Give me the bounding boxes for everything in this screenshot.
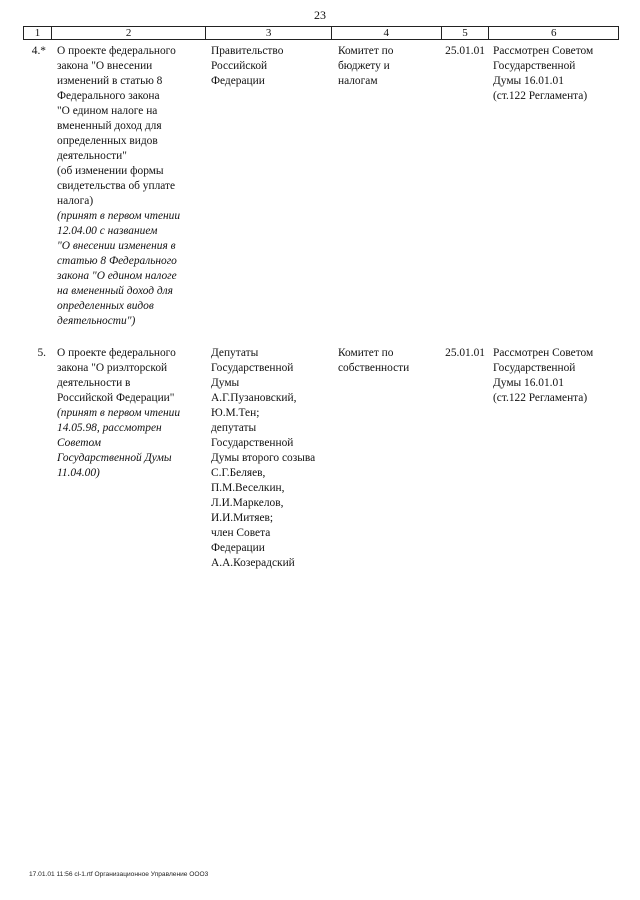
document-footer: 17.01.01 11:56 cl-1.rtf Организационное Управление ООО3 xyxy=(29,871,209,878)
text-line: статью 8 Федерального xyxy=(57,255,177,267)
text-line: закона "О внесении xyxy=(57,60,153,72)
text-line: (ст.122 Регламента) xyxy=(493,392,588,404)
text-line: свидетельства об уплате xyxy=(57,180,176,192)
text-line: Государственной xyxy=(211,362,294,374)
council-status xyxy=(489,44,619,329)
text-line: Комитет по xyxy=(338,347,394,359)
text-line: (принят в первом чтении xyxy=(57,210,181,222)
row-number: 4.* xyxy=(31,45,46,57)
text-line: Советом xyxy=(57,437,101,449)
bill-author xyxy=(205,346,331,571)
text-line: Правительство xyxy=(211,45,284,57)
header-col-3: 3 xyxy=(205,27,331,39)
text-line: С.Г.Беляев, xyxy=(211,467,266,479)
text-line: Рассмотрен Советом xyxy=(493,347,594,359)
text-line: закона "О риэлторской xyxy=(57,362,168,374)
text-line: О проекте федерального xyxy=(57,45,176,57)
text-line: депутаты xyxy=(211,422,257,434)
text-line: Российской Федерации" xyxy=(57,392,175,404)
text-line: Думы 16.01.01 xyxy=(493,377,564,389)
scheduled-date: 25.01.01 xyxy=(445,45,485,57)
reading-note xyxy=(57,406,205,481)
responsible-committee xyxy=(331,44,441,329)
text-line: деятельности") xyxy=(57,315,136,327)
text-line: налогам xyxy=(338,75,378,87)
text-line: определенных видов xyxy=(57,300,154,312)
text-line: налога) xyxy=(57,195,94,207)
header-col-6: 6 xyxy=(488,27,618,39)
text-line: (об изменении формы xyxy=(57,165,164,177)
council-status xyxy=(489,346,619,571)
text-line: Российской xyxy=(211,60,268,72)
title-lines xyxy=(57,44,205,209)
text-line: вмененный доход для xyxy=(57,120,162,132)
text-line: 12.04.00 с названием xyxy=(57,225,158,237)
text-line: (принят в первом чтении xyxy=(57,407,181,419)
text-line: "О внесении изменения в xyxy=(57,240,176,252)
text-line: О проекте федерального xyxy=(57,347,176,359)
text-line: член Совета xyxy=(211,527,271,539)
row-number: 5. xyxy=(37,347,46,359)
text-line: 14.05.98, рассмотрен xyxy=(57,422,162,434)
text-line: Государственной xyxy=(493,60,576,72)
header-col-5: 5 xyxy=(441,27,489,39)
text-line: деятельности" xyxy=(57,150,127,162)
text-line: Федерации xyxy=(211,542,265,554)
responsible-committee xyxy=(331,346,441,571)
table-row xyxy=(23,346,619,571)
text-line: А.А.Козерадский xyxy=(211,557,295,569)
text-line: Государственной Думы xyxy=(57,452,172,464)
text-line: А.Г.Пузановский, xyxy=(211,392,297,404)
text-line: Думы 16.01.01 xyxy=(493,75,564,87)
text-line: Думы xyxy=(211,377,240,389)
text-line: Комитет по xyxy=(338,45,394,57)
text-line: 11.04.00) xyxy=(57,467,100,479)
bill-title xyxy=(50,346,205,571)
header-col-1: 1 xyxy=(34,27,41,39)
table-row xyxy=(23,44,619,329)
text-line: П.М.Веселкин, xyxy=(211,482,285,494)
scheduled-date: 25.01.01 xyxy=(445,347,485,359)
text-line: Государственной xyxy=(211,437,294,449)
text-line: Рассмотрен Советом xyxy=(493,45,594,57)
text-line: "О едином налоге на xyxy=(57,105,158,117)
text-line: Федерации xyxy=(211,75,265,87)
bill-title xyxy=(50,44,205,329)
reading-note xyxy=(57,209,205,329)
text-line: определенных видов xyxy=(57,135,158,147)
text-line: изменений в статью 8 xyxy=(57,75,163,87)
header-col-4: 4 xyxy=(331,27,441,39)
bill-author xyxy=(205,44,331,329)
table-header xyxy=(23,26,619,40)
text-line: собственности xyxy=(338,362,410,374)
text-line: Л.И.Маркелов, xyxy=(211,497,284,509)
header-col-2: 2 xyxy=(51,27,205,39)
text-line: бюджету и xyxy=(338,60,390,72)
text-line: Государственной xyxy=(493,362,576,374)
title-lines xyxy=(57,346,205,406)
text-line: Ю.М.Тен; xyxy=(211,407,260,419)
page-number: 23 xyxy=(314,8,326,22)
text-line: закона "О едином налоге xyxy=(57,270,177,282)
text-line: И.И.Митяев; xyxy=(211,512,274,524)
text-line: на вмененный доход для xyxy=(57,285,173,297)
text-line: Думы второго созыва xyxy=(211,452,316,464)
text-line: Депутаты xyxy=(211,347,259,359)
text-line: деятельности в xyxy=(57,377,131,389)
text-line: Федерального закона xyxy=(57,90,160,102)
text-line: (ст.122 Регламента) xyxy=(493,90,588,102)
